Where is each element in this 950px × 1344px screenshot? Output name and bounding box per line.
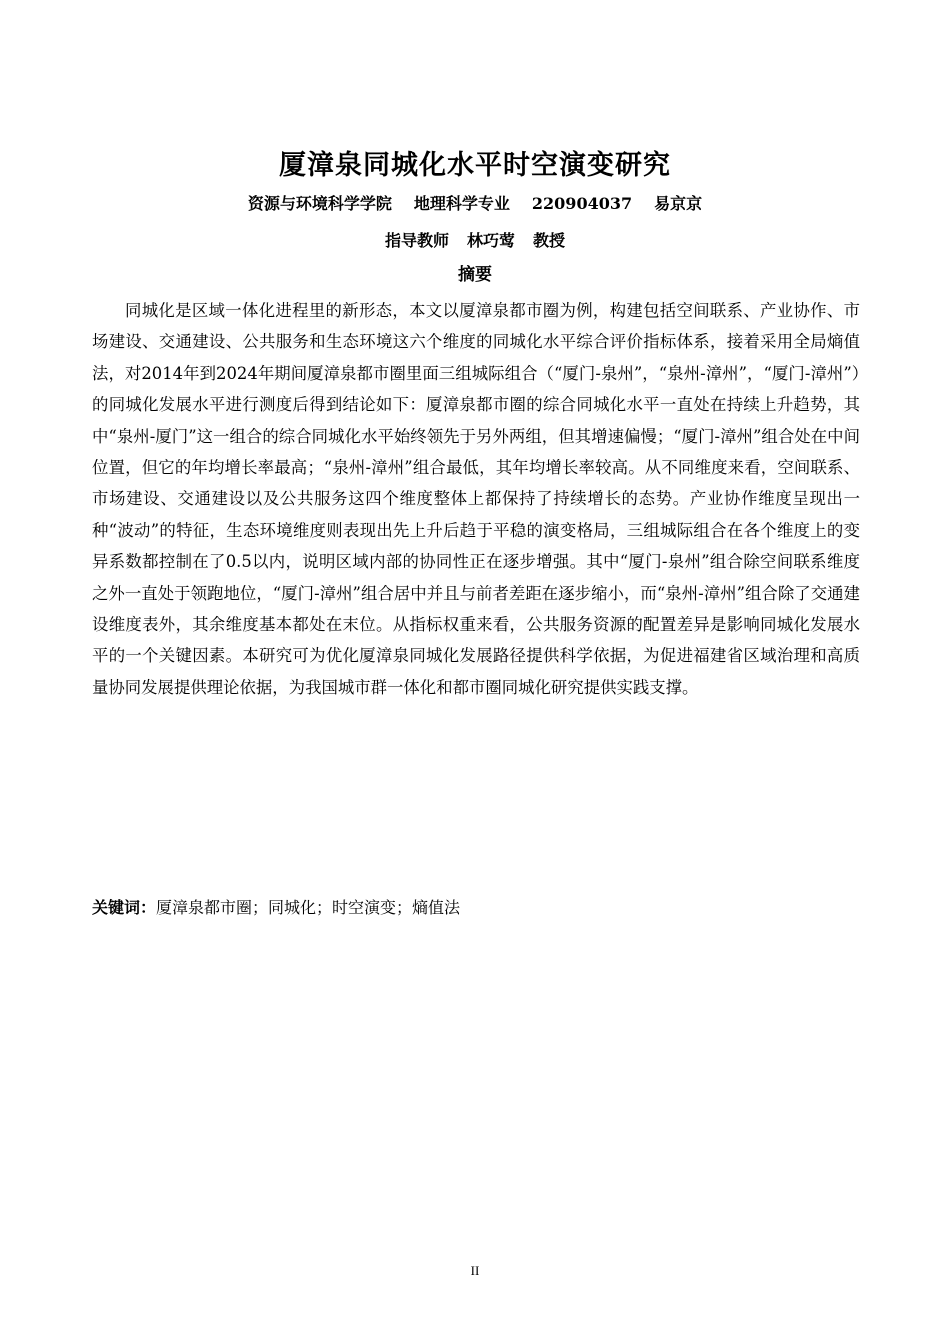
paper-title: 厦漳泉同城化水平时空演变研究: [279, 150, 671, 181]
abstract-heading: 摘要: [458, 265, 492, 285]
author-line: [0, 191, 950, 217]
advisor-line: [0, 228, 950, 254]
author-college: 资源与环境科学学院: [247, 194, 392, 213]
keywords-line: [92, 894, 860, 922]
advisor-label: 指导教师: [384, 231, 449, 250]
keywords-label: 关键词：: [92, 898, 157, 917]
abstract-body: 同城化是区域一体化进程里的新形态，本文以厦漳泉都市圈为例，构建包括空间联系、产业协作、市场建设、交通建设、公共服务和生态环境这六个维度的同城化水平综合评价指标体系，接着采用全局熵值法，对2014年到2024年期间厦漳泉都市圈里面三组城际组合（“厦门-泉州”，“泉州-漳州”，“厦门-漳州”）的同城化发展水平进行测度后得到结论如下：厦漳泉都市圈的综合同城化水平一直处在持续上升趋势，其中“泉州-厦门”这一组合的综合同城化水平始终领先于另外两组，但其增速偏慢；“厦门-漳州”组合处在中间位置，但它的年均增长率最高；“泉州-漳州”组合最低，其年均增长率较高。从不同维度来看，空间联系、市场建设、交通建设以及公共服务这四个维度整体上都保持了持续增长的态势。产业协作维度呈现出一种“波动”的特征，生态环境维度则表现出先上升后趋于平稳的演变格局，三组城际组合在各个维度上的变异系数都控制在了0.5以内，说明区域内部的协同性正在逐步增强。其中“厦门-泉州”组合除空间联系维度之外一直处于领跑地位，“厦门-漳州”组合居中并且与前者差距在逐步缩小，而“泉州-漳州”组合除了交通建设维度表外，其余维度基本都处在末位。从指标权重来看，公共服务资源的配置差异是影响同城化发展水平的一个关键因素。本研究可为优化厦漳泉同城化发展路径提供科学依据，为促进福建省区域治理和高质量协同发展提供理论依据，为我国城市群一体化和都市圈同城化研究提供实践支撑。: [92, 301, 860, 697]
advisor-name: 林巧莺: [466, 231, 515, 250]
page-number: II: [470, 1263, 480, 1278]
author-major: 地理科学专业: [413, 194, 510, 213]
advisor-rank: 教授: [533, 231, 566, 250]
author-name: 易京京: [654, 194, 703, 213]
author-student-id: 220904037: [531, 194, 633, 213]
keywords-value: 厦漳泉都市圈；同城化；时空演变；熵值法: [156, 898, 461, 917]
